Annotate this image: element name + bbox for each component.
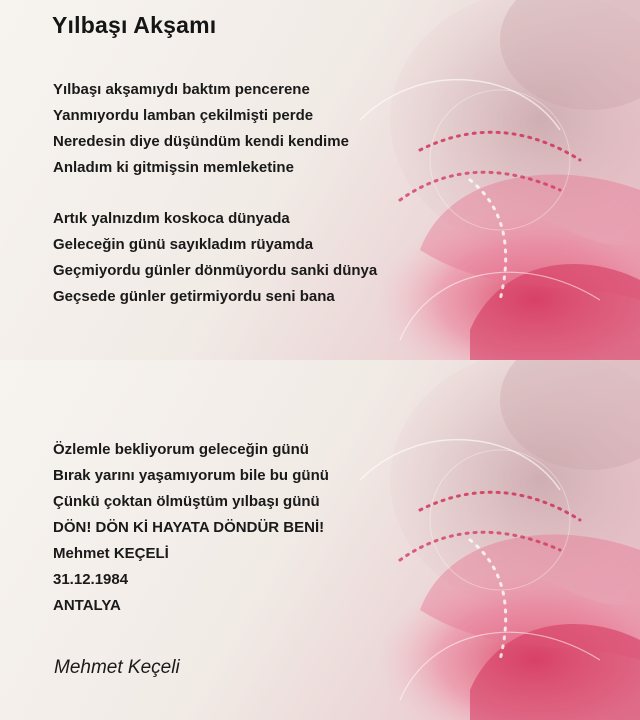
poem-date: 31.12.1984: [53, 571, 129, 588]
stanza-1: [53, 77, 349, 181]
stanza-3: [53, 437, 329, 619]
poem-line: Anladım ki gitmişsin memleketine: [53, 159, 294, 176]
poem-line: Özlemle bekliyorum geleceğin günü: [53, 441, 309, 458]
poem-line: Geleceğin günü sayıkladım rüyamda: [53, 236, 314, 253]
poem-line: Geçsede günler getirmiyordu seni bana: [53, 288, 335, 305]
poem-line: Neredesin diye düşündüm kendi kendime: [53, 133, 349, 150]
poem-line: Artık yalnızdım koskoca dünyada: [53, 210, 290, 227]
poem-line: DÖN! DÖN Kİ HAYATA DÖNDÜR BENİ!: [53, 519, 325, 536]
poem-line: Çünkü çoktan ölmüştüm yılbaşı günü: [53, 493, 320, 510]
author-signature: Mehmet Keçeli: [54, 657, 180, 678]
poem-line: Bırak yarını yaşamıyorum bile bu günü: [53, 467, 329, 484]
poem-line: Yanmıyordu lamban çekilmişti perde: [53, 107, 314, 124]
poem-place: ANTALYA: [53, 597, 121, 614]
poem-line: Geçmiyordu günler dönmüyordu sanki dünya: [53, 262, 378, 279]
author-name: Mehmet KEÇELİ: [53, 545, 169, 562]
poem-title: Yılbaşı Akşamı: [52, 12, 217, 38]
stanza-2: [53, 206, 377, 310]
poem-line: Yılbaşı akşamıydı baktım pencerene: [53, 81, 310, 98]
